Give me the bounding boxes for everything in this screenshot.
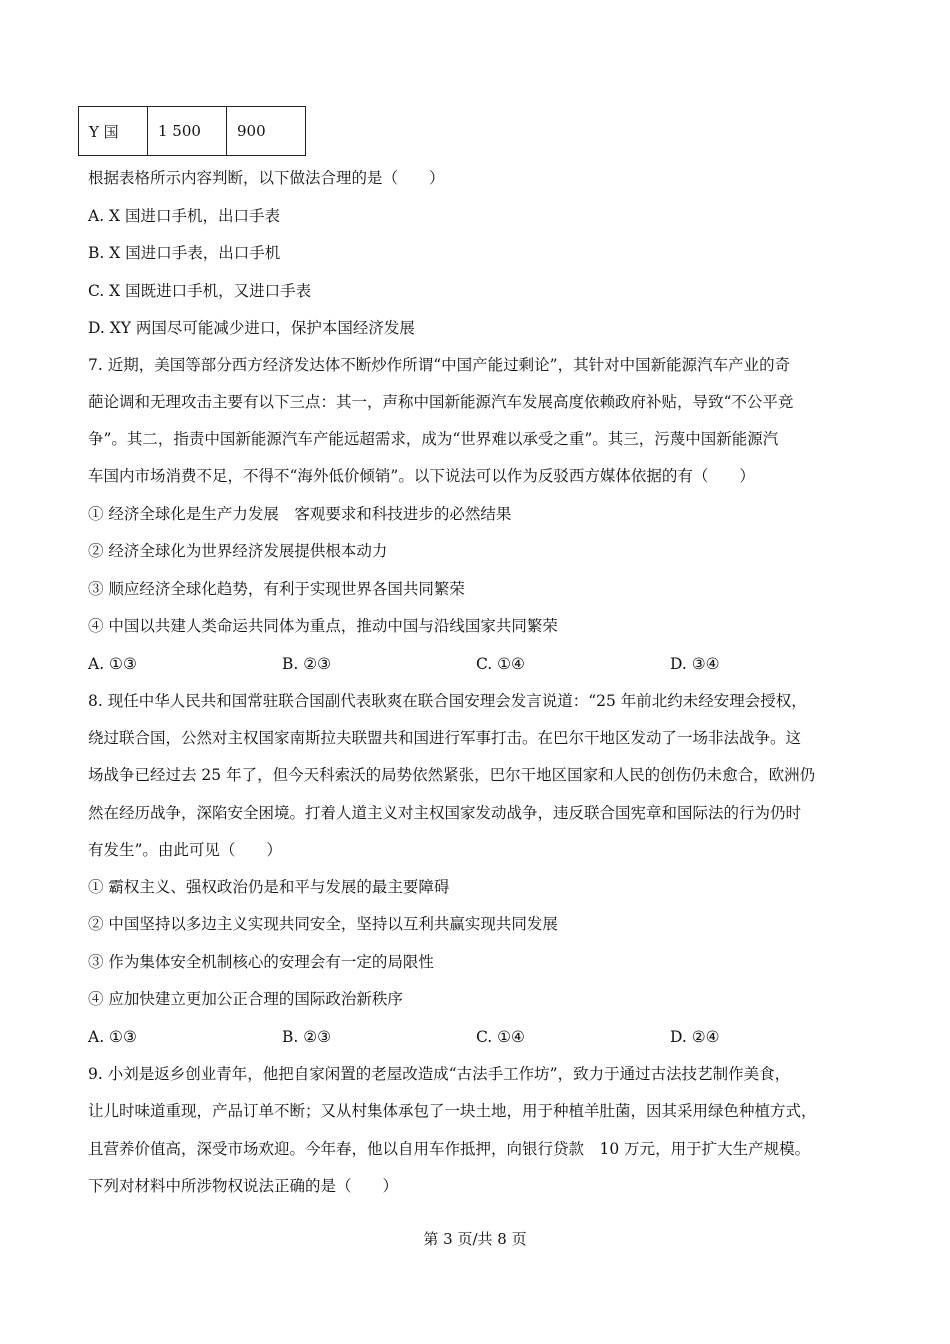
- q7-item-3: ③ 顺应经济全球化趋势，有利于实现世界各国共同繁荣: [88, 580, 465, 598]
- q7-choice-b: B. ②③: [282, 655, 332, 673]
- data-table: [78, 106, 306, 156]
- q8-line-3: 场战争已经过去 25 年了，但今天科索沃的局势依然紧张，巴尔干地区国家和人民的创伤仍未愈合，欧洲仍: [88, 766, 816, 784]
- q8-choice-b: B. ②③: [282, 1028, 332, 1046]
- q8-item-4: ④ 应加快建立更加公正合理的国际政治新秩序: [88, 990, 403, 1008]
- q7-item-4: ④ 中国以共建人类命运共同体为重点，推动中国与沿线国家共同繁荣: [88, 617, 558, 635]
- page-footer: 第 3 页/共 8 页: [423, 1230, 527, 1248]
- q8-item-2: ② 中国坚持以多边主义实现共同安全，坚持以互利共赢实现共同发展: [88, 915, 558, 933]
- table-row: [79, 107, 306, 156]
- q6-stem: 根据表格所示内容判断，以下做法合理的是（ ）: [88, 169, 445, 187]
- q7-choice-a: A. ①③: [88, 655, 137, 673]
- q8-choice-d: D. ②④: [670, 1028, 720, 1046]
- q6-option-c: C. X 国既进口手机，又进口手表: [88, 282, 312, 300]
- q7-choice-c: C. ①④: [476, 655, 525, 673]
- q7-choices: [88, 654, 868, 674]
- q6-option-a: A. X 国进口手机，出口手表: [88, 207, 281, 225]
- q7-line-2: 葩论调和无理攻击主要有以下三点：其一，声称中国新能源汽车发展高度依赖政府补贴，导致“不公平竞: [88, 393, 794, 411]
- q9-line-4: 下列对材料中所涉物权说法正确的是（ ）: [88, 1177, 399, 1195]
- table-cell-value-1: 1 500: [148, 107, 227, 156]
- table-cell-country: Y 国: [79, 107, 148, 156]
- q7-item-2: ② 经济全球化为世界经济发展提供根本动力: [88, 542, 388, 560]
- q8-item-3: ③ 作为集体安全机制核心的安理会有一定的局限性: [88, 953, 434, 971]
- q7-choice-d: D. ③④: [670, 655, 720, 673]
- q6-option-b: B. X 国进口手表，出口手机: [88, 244, 281, 262]
- q6-option-d: D. XY 两国尽可能减少进口，保护本国经济发展: [88, 319, 415, 337]
- q9-line-1: 9. 小刘是返乡创业青年，他把自家闲置的老屋改造成“古法手工作坊”，致力于通过古法技艺制作美食，: [88, 1065, 791, 1083]
- q7-line-4: 车国内市场消费不足，不得不“海外低价倾销”。以下说法可以作为反驳西方媒体依据的有（ ）: [88, 467, 755, 485]
- q9-line-2: 让儿时味道重现，产品订单不断；又从村集体承包了一块土地，用于种植羊肚菌，因其采用绿色种植方式，: [88, 1102, 817, 1120]
- q9-line-3: 且营养价值高，深受市场欢迎。今年春，他以自用车作抵押，向银行贷款 10 万元，用于扩大生产规模。: [88, 1140, 811, 1158]
- q8-choice-c: C. ①④: [476, 1028, 525, 1046]
- q8-choices: [88, 1027, 868, 1047]
- q7-line-1: 7. 近期，美国等部分西方经济发达体不断炒作所谓“中国产能过剩论”，其针对中国新能源汽车产业的奇: [88, 356, 791, 374]
- q8-line-2: 绕过联合国，公然对主权国家南斯拉夫联盟共和国进行军事打击。在巴尔干地区发动了一场非法战争。这: [88, 729, 802, 747]
- table-cell-value-2: 900: [227, 107, 306, 156]
- q8-item-1: ① 霸权主义、强权政治仍是和平与发展的最主要障碍: [88, 878, 450, 896]
- q8-line-4: 然在经历战争，深陷安全困境。打着人道主义对主权国家发动战争，违反联合国宪章和国际法的行为仍时: [88, 804, 802, 822]
- q8-line-1: 8. 现任中华人民共和国常驻联合国副代表耿爽在联合国安理会发言说道：“25 年前北约未经安理会授权，: [88, 692, 807, 710]
- q7-item-1: ① 经济全球化是生产力发展 客观要求和科技进步的必然结果: [88, 505, 512, 523]
- q7-line-3: 争”。其二，指责中国新能源汽车产能远超需求，成为“世界难以承受之重”。其三，污蔑中国新能源汽: [88, 430, 779, 448]
- q8-choice-a: A. ①③: [88, 1028, 137, 1046]
- q8-line-5: 有发生”。由此可见（ ）: [88, 841, 282, 859]
